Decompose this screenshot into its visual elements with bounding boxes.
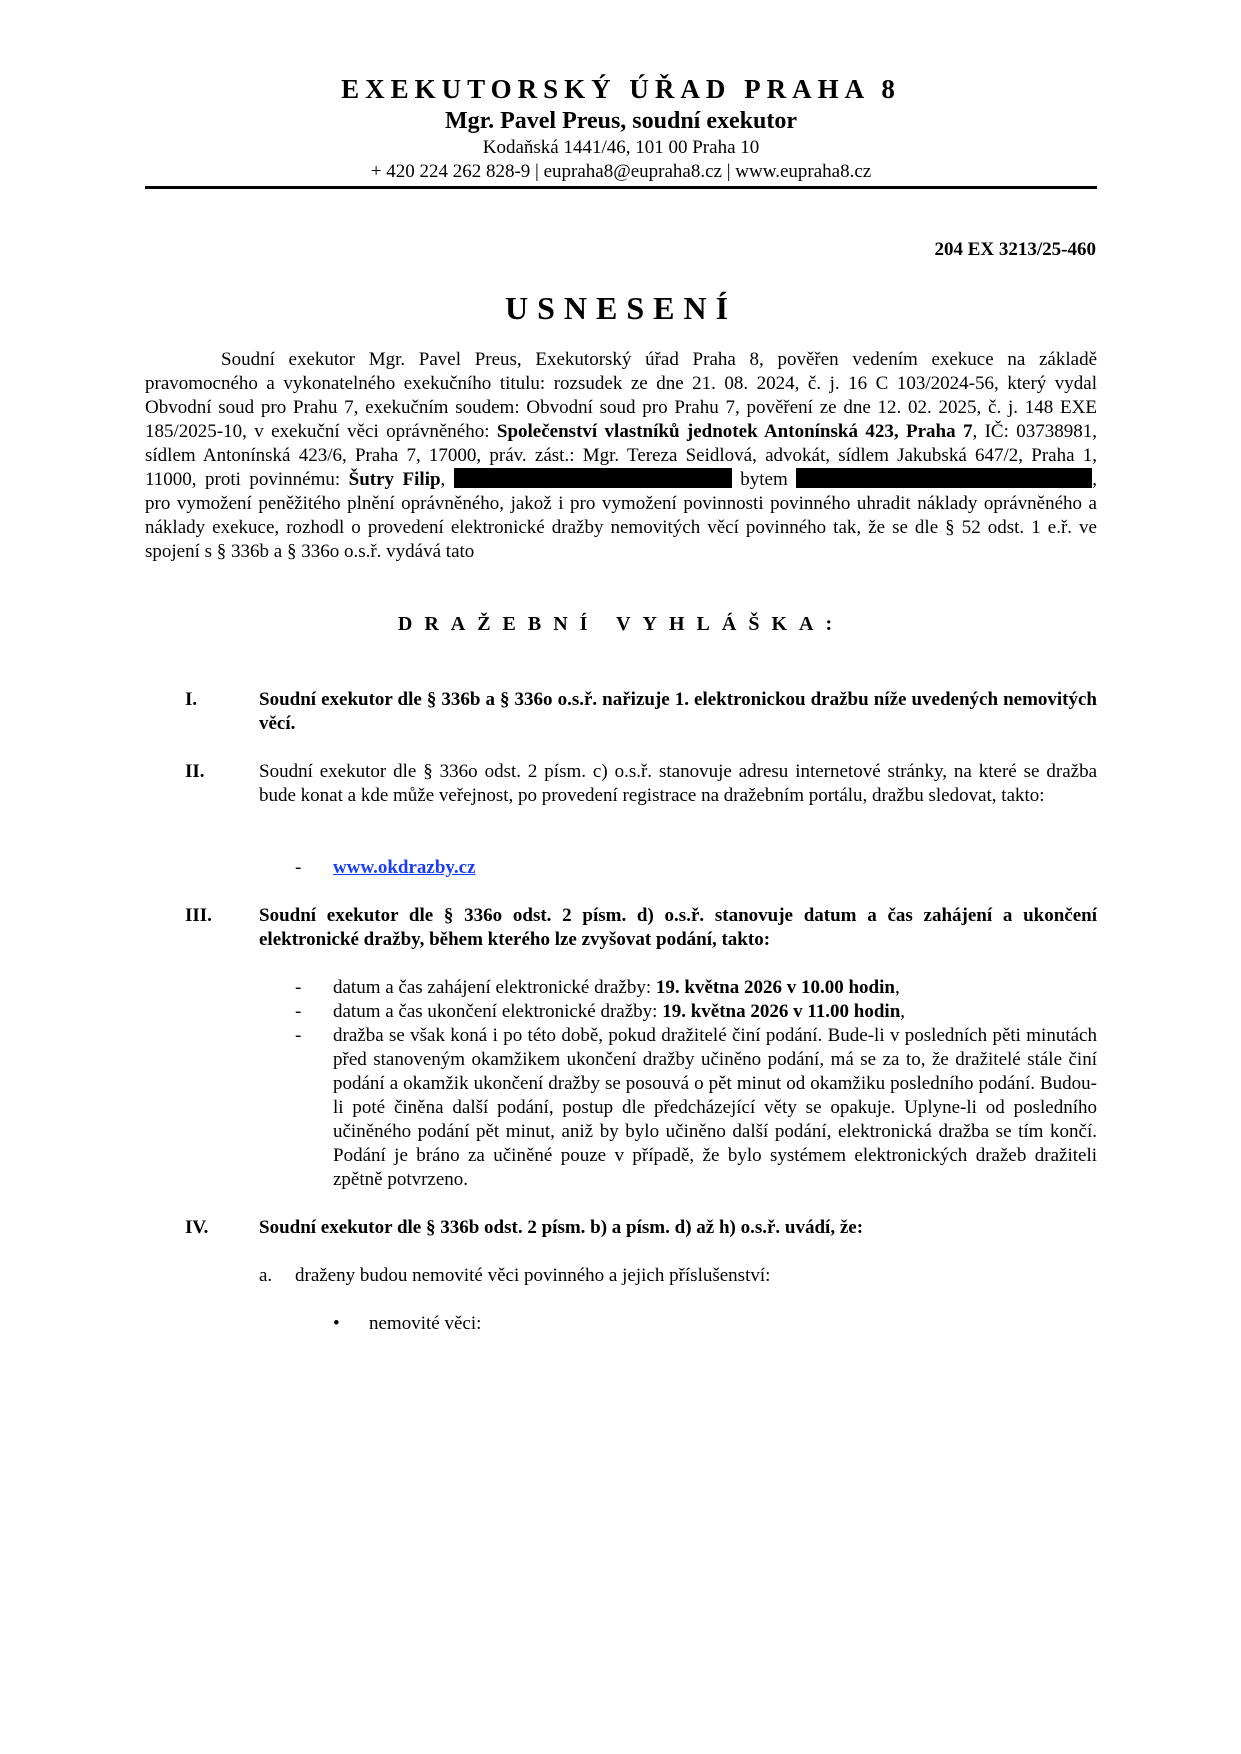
subitem-text: draženy budou nemovité věci povinného a jejich příslušenství: xyxy=(295,1265,771,1286)
section-text: Soudní exekutor dle § 336b odst. 2 písm. b) a písm. d) až h) o.s.ř. uvádí, že: xyxy=(259,1217,864,1238)
intro-paragraph xyxy=(145,348,1097,564)
document-title: USNESENÍ xyxy=(504,290,738,326)
intro-text-4: bytem xyxy=(731,469,788,490)
office-address: Kodaňská 1441/46, 101 00 Praha 10 xyxy=(482,137,760,158)
dash-marker: - xyxy=(295,1001,302,1022)
bullet-text: nemovité věci: xyxy=(369,1313,482,1334)
case-number: 204 EX 3213/25-460 xyxy=(934,239,1096,260)
executor-name: Mgr. Pavel Preus, soudní exekutor xyxy=(445,108,797,134)
letterhead xyxy=(145,72,1097,184)
punctuation: , xyxy=(900,1001,906,1022)
dash-marker: - xyxy=(295,977,302,998)
section-ii xyxy=(185,760,1097,808)
subitem-a xyxy=(259,1264,1097,1288)
section-number: III. xyxy=(185,905,212,926)
section-i xyxy=(185,688,1097,736)
section-number: IV. xyxy=(185,1217,209,1238)
start-value: 19. května 2026 v 10.00 hodin xyxy=(655,977,895,998)
auction-extension-rule-item xyxy=(259,1024,1097,1192)
intro-text-1: Soudní exekutor Mgr. Pavel Preus, Exekutorský úřad Praha 8, pověřen vedením exekuce na základě pravomocného a vykonatelného exekučního titulu: rozsudek ze dne 21. 08. 2024, č. j. 16 C 103/2024-56, který vydal Obvodní soud pro Prahu 7, exekučním soudem: Obvodní soud pro Prahu 7, pověření ze dne 12. 02. 2025, č. j. 148 EXE 185/2025-10, v exekuční věci oprávněného: xyxy=(145,349,1097,442)
auction-notice-heading: DRAŽEBNÍ VYHLÁŠKA: xyxy=(397,613,845,635)
header-divider xyxy=(145,186,1097,189)
section-number: II. xyxy=(185,761,205,782)
bullet-marker: • xyxy=(333,1313,340,1334)
auction-end-item xyxy=(259,1000,1097,1024)
section-text: Soudní exekutor dle § 336o odst. 2 písm. d) o.s.ř. stanovuje datum a čas zahájení a ukončení elektronické dražby, během kterého lze zvyšovat podání, takto: xyxy=(259,905,1097,950)
dash-marker: - xyxy=(295,857,302,878)
section-iv xyxy=(185,1216,1097,1240)
bullet-item xyxy=(333,1312,1097,1336)
auction-url-item xyxy=(259,856,1097,880)
section-text: Soudní exekutor dle § 336b a § 336o o.s.ř. nařizuje 1. elektronickou dražbu níže uvedených nemovitých věcí. xyxy=(259,689,1097,734)
redaction-block xyxy=(454,468,732,488)
section-number: I. xyxy=(185,689,198,710)
start-label: datum a čas zahájení elektronické dražby: xyxy=(333,977,656,998)
section-iii xyxy=(185,904,1097,952)
extension-rule-text: dražba se však koná i po této době, pokud dražitelé činí podání. Bude-li v posledních pěti minutách před stanoveným okamžikem ukončení dražby učiněno podání, má se za to, že dražitelé stále činí podání a okamžik ukončení dražby se posouvá o pět minut od okamžiku posledního podání. Budou-li poté činěna další podání, postup dle předcházející věty se opakuje. Uplyne-li od posledního učiněného podání pět minut, aniž by bylo učiněno další podání, elektronická dražba se tím končí. Podání je bráno za učiněné pouze v případě, že bylo systémem elektronických dražeb dražiteli zpětně potvrzeno. xyxy=(333,1025,1097,1190)
auction-portal-link[interactable]: www.okdrazby.cz xyxy=(333,857,476,878)
intro-text-3: , xyxy=(440,469,446,490)
intro-text-5: , pro vymožení peněžitého plnění oprávněného, jakož i pro vymožení povinnosti povinného uhradit náklady oprávněného a náklady exekuce, rozhodl o provedení elektronické dražby nemovitých věcí povinného tak, že se dle § 52 odst. 1 e.ř. ve spojení s § 336b a § 336o o.s.ř. vydává tato xyxy=(145,469,1097,562)
office-name: EXEKUTORSKÝ ÚŘAD PRAHA 8 xyxy=(341,74,901,104)
letter-marker: a. xyxy=(259,1265,273,1286)
redaction-block xyxy=(796,468,1092,488)
end-label: datum a čas ukončení elektronické dražby: xyxy=(333,1001,663,1022)
punctuation: , xyxy=(894,977,900,998)
auction-start-item xyxy=(259,976,1097,1000)
debtor-name: Šutry Filip xyxy=(348,469,441,490)
creditor-name: Společenství vlastníků jednotek Antonínská 423, Praha 7 xyxy=(496,421,973,442)
end-value: 19. května 2026 v 11.00 hodin xyxy=(662,1001,901,1022)
dash-marker: - xyxy=(295,1025,302,1046)
office-contacts: + 420 224 262 828-9 | eupraha8@eupraha8.cz | www.eupraha8.cz xyxy=(370,161,872,182)
intro-text-2: , IČ: 03738981, sídlem Antonínská 423/6, Praha 7, 17000, práv. zást.: Mgr. Tereza Seidlová, advokát, sídlem Jakubská 647/2, Praha 1, 11000, proti povinnému: xyxy=(145,421,1097,490)
section-text: Soudní exekutor dle § 336o odst. 2 písm. c) o.s.ř. stanovuje adresu internetové stránky, na které se dražba bude konat a kde může veřejnost, po provedení registrace na dražebním portálu, dražbu sledovat, takto: xyxy=(259,761,1097,806)
